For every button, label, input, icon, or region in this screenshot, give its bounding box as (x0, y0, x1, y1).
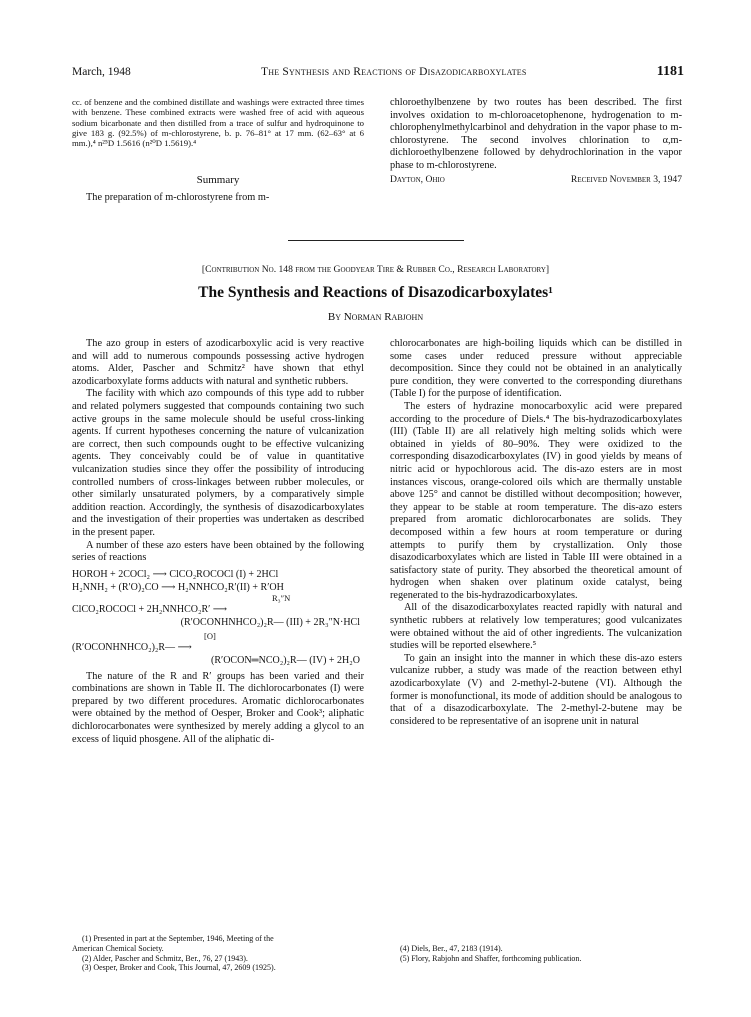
equation: (R′OCONHNHCO₂)₂R— ⟶ (72, 641, 192, 653)
reaction-reagent: R₃″N (272, 592, 291, 603)
footnote: (4) Diels, Ber., 47, 2183 (1914). (400, 944, 503, 953)
received-date: Received November 3, 1947 (570, 173, 682, 185)
footnotes-left (72, 934, 364, 973)
paragraph: To gain an insight into the manner in which these dis-azo esters vulcanize rubber, a study was made of the reaction between ethyl azodicarboxylate (V) and 2-methyl-2-butene (VI). Although the former is monofunctional, its mode of addition should be analogous to that of a disazodicarboxylate. The 2-methyl-2-butene may be considered to be representative of an isoprene unit in natural (390, 652, 682, 727)
paragraph: The azo group in esters of azodicarboxylic acid is very reactive and will add to numerous compounds possessing active hydrogen atoms. Alder, Pascher and Schmitz² have shown that ethyl azodicarboxylate forms adducts with natural and synthetic rubbers. (72, 338, 364, 387)
paragraph: All of the disazodicarboxylates reacted rapidly with natural and synthetic rubbers at relatively low temperatures; good vulcanizates were obtained without the aid of other ingredients. The vulcanization studies will be reported elsewhere.⁵ (390, 602, 682, 652)
paragraph: A number of these azo esters have been obtained by the following series of reactions (72, 539, 364, 564)
equation: ClCO₂ROCOCl + 2H₂NNHCO₂R′ ⟶ (72, 603, 228, 615)
footnotes-right (390, 944, 682, 964)
issue-date: March, 1948 (72, 66, 131, 78)
page-number: 1181 (656, 64, 684, 79)
article-author: By Norman Rabjohn (327, 311, 424, 323)
paragraph: The facility with which azo compounds of this type add to rubber and related polymers suggested that compounds containing two such active groups in the same molecule should be useful cross-linking agents. If current hypotheses concerning the nature of vulcanization are correct, then such compounds ought to be effective vulcanizing agents. They conceivably could be of value in quantitative vulcanization studies since they offer the possibility of introducing controlled numbers of cross-linkages between rubber molecules, or other similarly unsaturated polymers, by a comparatively simple addition reaction. Accordingly, the synthesis of disazodicarboxylates and the investigation of their properties was undertaken as described in the present paper. (72, 388, 364, 538)
location: Dayton, Ohio (390, 173, 445, 185)
prev-article-left-column (72, 97, 364, 205)
reaction-reagent: [O] (204, 630, 216, 641)
footnote: American Chemical Society. (72, 943, 164, 953)
experimental-text: cc. of benzene and the combined distillate and washings were extracted three times with benzene. These combined extracts were washed free of acid with aqueous sodium bicarbonate and then distilled from a trace of sulfur and hydroquinone to give 183 g. (92.5%) of m-chlorostyrene, b. p. 76–81° at 17 mm. (62–63° at 6 mm.),⁴ n²⁵D 1.5616 (n²⁰D 1.5619).⁴ (72, 97, 364, 149)
prev-article-right-column (390, 97, 682, 185)
summary-continued: chloroethylbenzene by two routes has been described. The first involves oxidation to m-chloroacetophenone, hydrogenation to m-chlorophenylmethylcarbinol and dehydration in the vapor phase to m-chlorostyrene. The second involves chlorination to α,m-dichloroethylbenzene followed by dehydrochlorination in the vapor phase to m-chlorostyrene. (390, 97, 682, 171)
equation: H₂NNH₂ + (R′O)₂CO ⟶ H₂NNHCO₂R′(II) + R′OH (72, 581, 284, 593)
running-title: The Synthesis and Reactions of Disazodicarboxylates (261, 66, 527, 78)
footnote: (1) Presented in part at the September, 1946, Meeting of the (82, 934, 274, 943)
paragraph: The nature of the R and R′ groups has been varied and their combinations are shown in Table II. The dichlorocarbonates (I) were prepared by two different procedures. Aromatic dichlorocarbonates were obtained by the method of Oesper, Broker and Cook³; aliphatic dichlorocarbonates were synthesized by merely adding a glycol to an excess of liquid phosgene. All of the aliphatic di- (72, 670, 364, 745)
summary-heading: Summary (196, 174, 240, 187)
paragraph: chlorocarbonates are high-boiling liquids which can be distilled in some cases under reduced pressure without appreciable decomposition. Since they could not be obtained in an analytically pure condition, they were converted to the corresponding diurethans (Table I) for the purpose of identification. (390, 338, 682, 400)
article-left-column (72, 338, 364, 746)
article-right-column (390, 338, 682, 728)
equation: HOROH + 2COCl₂ ⟶ ClCO₂ROCOCl (I) + 2HCl (72, 568, 279, 580)
reaction-scheme (72, 568, 364, 667)
footnote: (5) Flory, Rabjohn and Shaffer, forthcoming publication. (400, 953, 582, 963)
equation: (R′OCONHNHCO₂)₂R— (III) + 2R₃″N·HCl (180, 616, 360, 628)
dateline (390, 174, 682, 185)
running-head (72, 64, 684, 80)
footnote: (3) Oesper, Broker and Cook, This Journal, 47, 2609 (1925). (82, 963, 276, 973)
contribution-line: [Contribution No. 148 from the Goodyear Tire & Rubber Co., Research Laboratory] (201, 264, 550, 275)
summary-start: The preparation of m-chlorostyrene from m- (86, 192, 270, 204)
footnote: (2) Alder, Pascher and Schmitz, Ber., 76, 27 (1943). (82, 953, 248, 963)
article-title: The Synthesis and Reactions of Disazodicarboxylates¹ (198, 284, 553, 301)
equation: (R′OCON═NCO₂)₂R— (IV) + 2H₂O (211, 654, 360, 666)
paragraph: The esters of hydrazine monocarboxylic acid were prepared according to the procedure of Diels.⁴ The bis-hydrazodicarboxylates (III) (Table II) are all relatively high melting solids which were obtained in yields of 80–90%. They were oxidized to the corresponding disazodicarboxylates (IV) in good yields by means of nitric acid or hypochlorous acid. The dis-azo esters are in most instances viscous, orange-colored oils which are thermally unstable above 125° and cannot be distilled without decomposition; however, they appear to be stable at room temperature. The dis-azo esters prepared from aromatic dichlorocarbonates are solids. They decomposed within a few hours at room temperature or during attempts to purify them by crystallization. Only those disazodicarboxylates which are listed in Table III were obtained in a satisfactory state of purity. They absorbed the theoretical amount of hydrogen when shaken over platinum oxide catalyst, being regenerated to the bis-hydrazodicarboxylates. (390, 400, 682, 601)
section-divider (288, 240, 464, 241)
